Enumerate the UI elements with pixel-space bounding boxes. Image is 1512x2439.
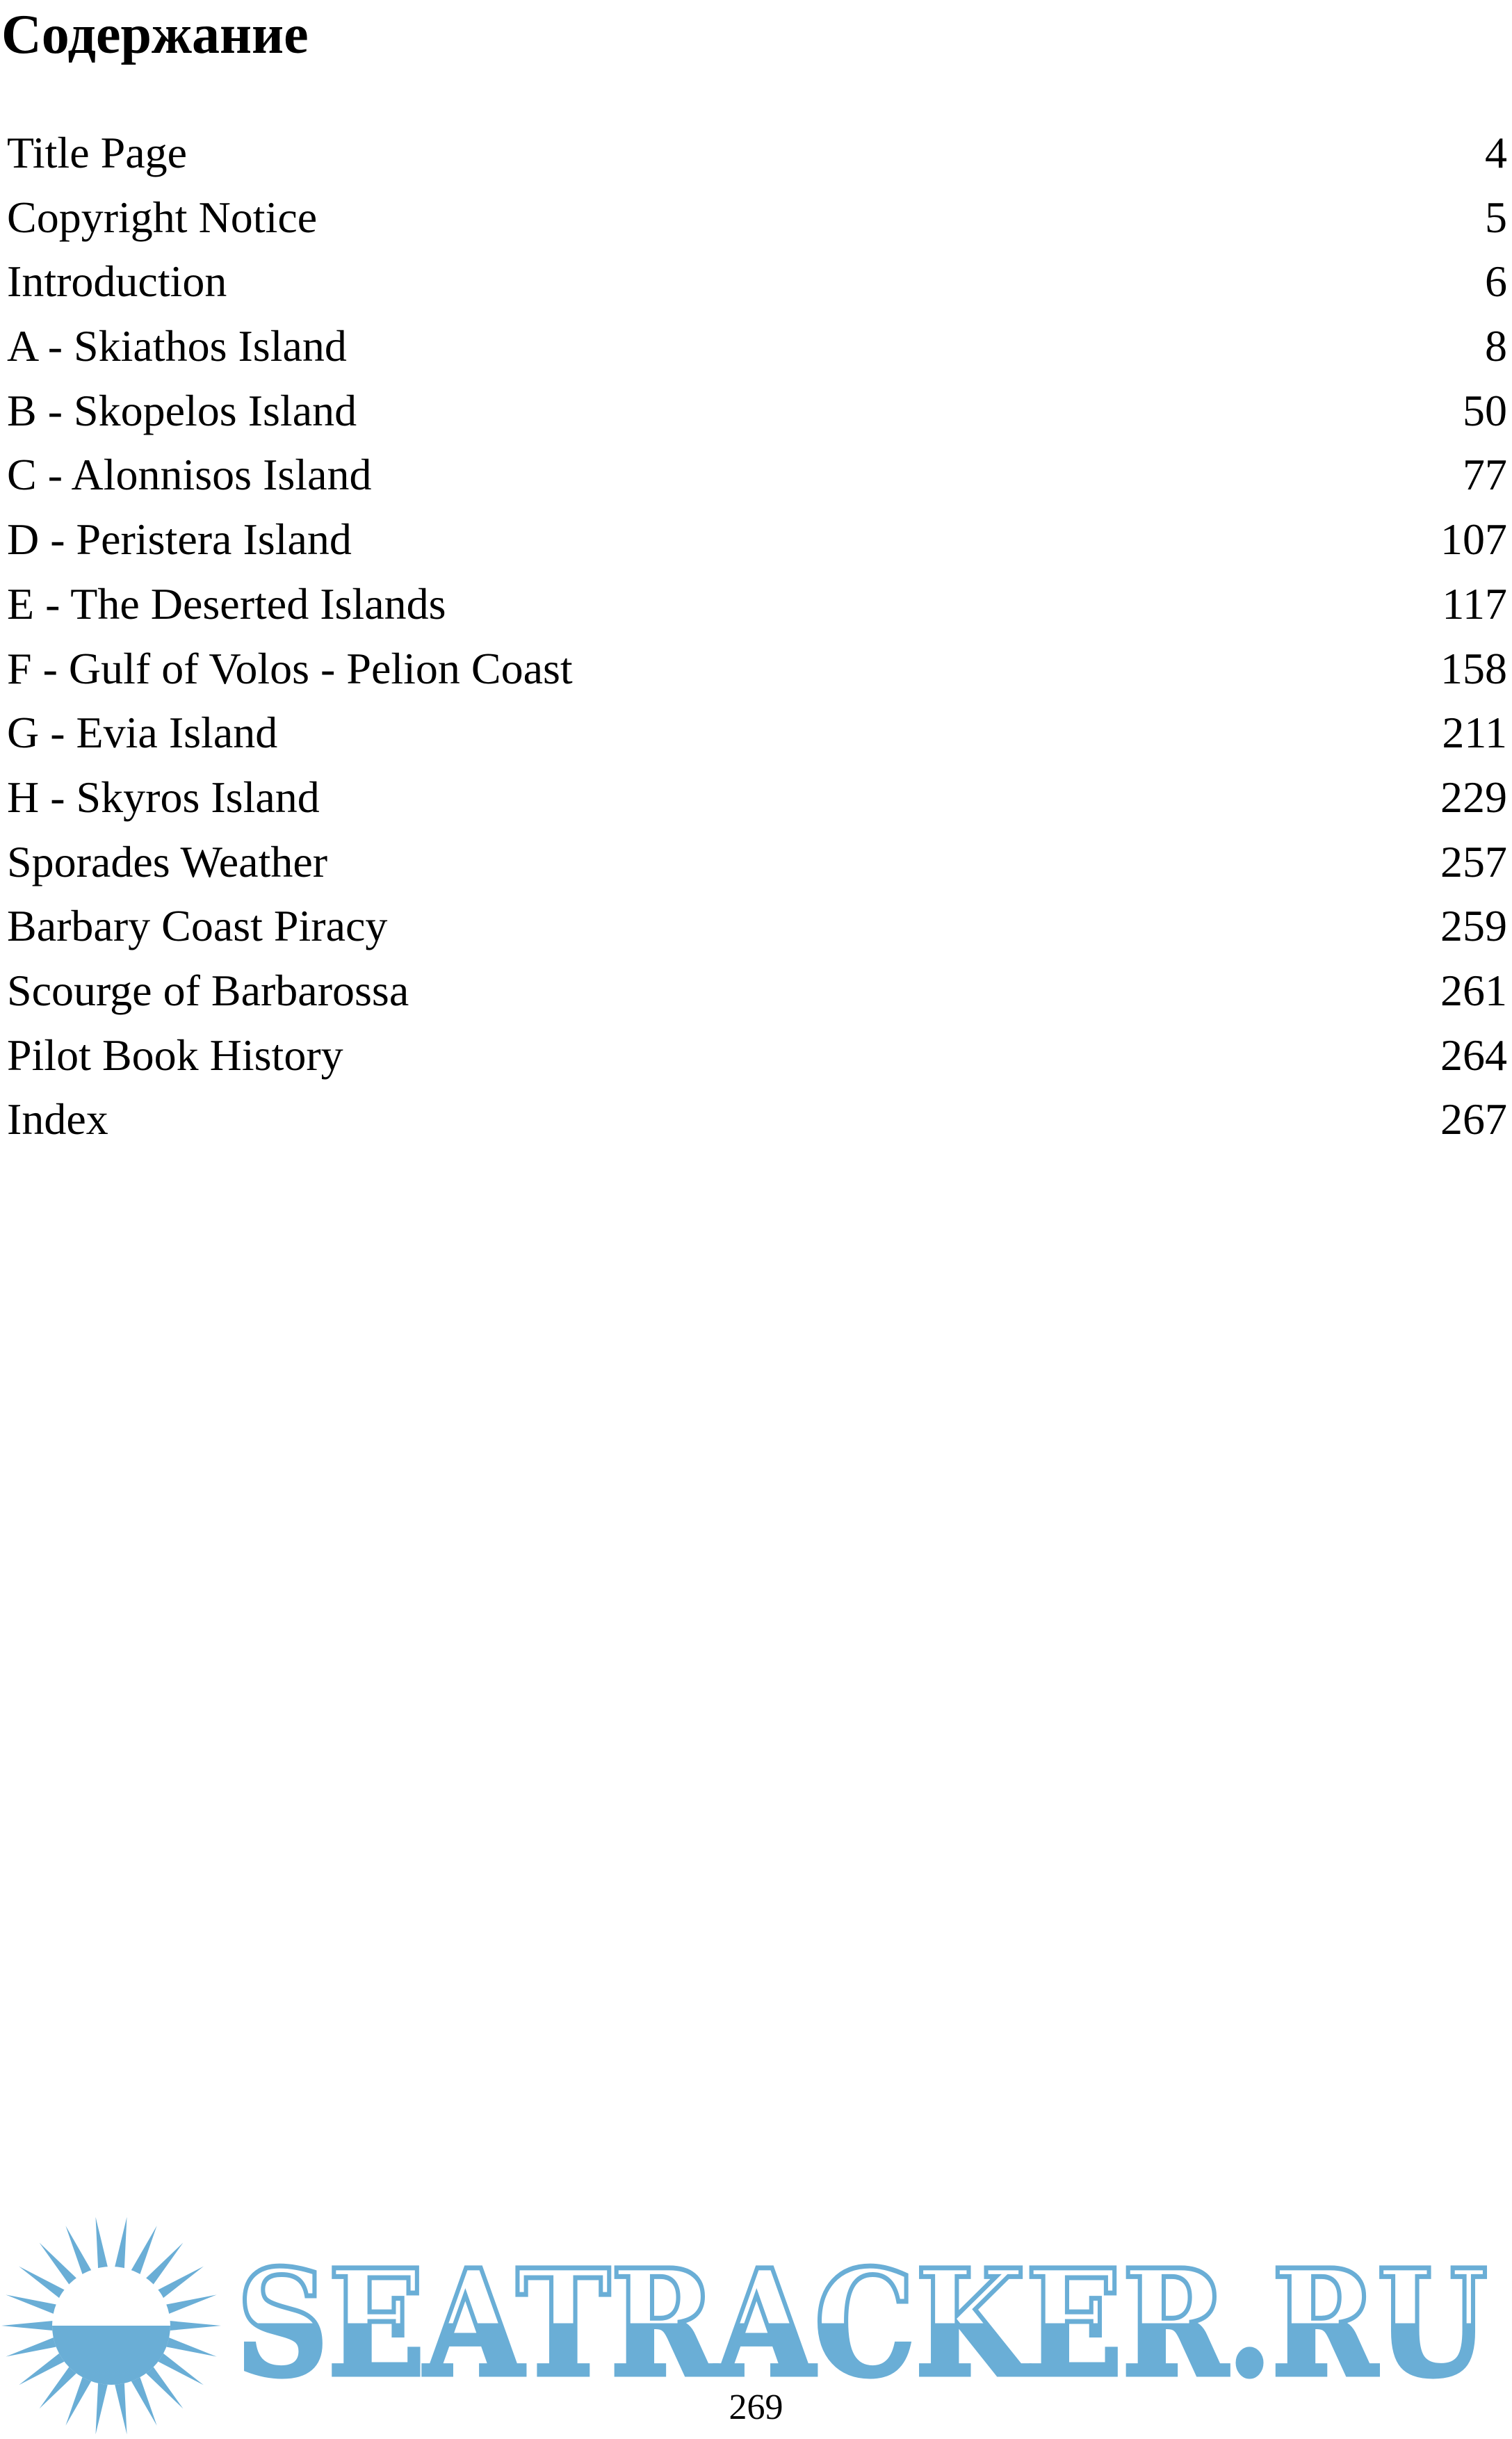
toc-entry[interactable] (7, 250, 1507, 314)
toc-entry-title: F - Gulf of Volos - Pelion Coast (7, 643, 573, 693)
toc-entry-page: 77 (1463, 450, 1507, 500)
toc-entry-title: Introduction (7, 257, 227, 307)
toc-entry-title: Index (7, 1094, 108, 1144)
toc-entry[interactable] (7, 894, 1507, 959)
toc-entry-title: Barbary Coast Piracy (7, 901, 388, 951)
toc-entry-page: 117 (1442, 578, 1507, 629)
toc-entry-page: 229 (1440, 772, 1507, 822)
toc-entry[interactable] (7, 443, 1507, 508)
toc-entry-title: Sporades Weather (7, 836, 328, 886)
toc-entry-page: 5 (1485, 192, 1507, 242)
toc-entry[interactable] (7, 379, 1507, 444)
toc-entry-title: Copyright Notice (7, 192, 318, 242)
toc-heading: Содержание (1, 4, 309, 65)
toc-entry[interactable] (7, 1087, 1507, 1152)
toc-entry[interactable] (7, 508, 1507, 572)
table-of-contents (7, 121, 1507, 1152)
toc-entry-title: Pilot Book History (7, 1030, 343, 1080)
toc-entry[interactable] (7, 1023, 1507, 1088)
page-number: 269 (729, 2388, 783, 2427)
toc-entry[interactable] (7, 765, 1507, 830)
toc-entry-title: Title Page (7, 128, 187, 177)
toc-entry[interactable] (7, 637, 1507, 702)
toc-entry-page: 4 (1485, 128, 1507, 177)
toc-entry-title: H - Skyros Island (7, 772, 320, 822)
toc-entry-title: A - Skiathos Island (7, 321, 347, 371)
toc-entry-page: 259 (1440, 901, 1507, 951)
toc-entry-page: 107 (1440, 514, 1507, 565)
toc-entry[interactable] (7, 572, 1507, 637)
toc-entry-page: 6 (1485, 257, 1507, 307)
toc-entry-page: 267 (1440, 1094, 1507, 1144)
toc-entry-title: C - Alonnisos Island (7, 450, 372, 500)
toc-entry-page: 211 (1442, 708, 1507, 758)
toc-entry-title: G - Evia Island (7, 708, 278, 758)
toc-entry-title: D - Peristera Island (7, 514, 352, 565)
toc-entry[interactable] (7, 314, 1507, 379)
toc-entry-page: 264 (1440, 1030, 1507, 1080)
toc-entry[interactable] (7, 959, 1507, 1023)
toc-entry-page: 261 (1440, 965, 1507, 1015)
toc-entry-title: Scourge of Barbarossa (7, 965, 409, 1015)
toc-entry[interactable] (7, 121, 1507, 186)
logo-wordmark: SEATRACKER.RU (236, 2237, 1488, 2409)
toc-entry-page: 8 (1485, 321, 1507, 371)
toc-entry-page: 257 (1440, 836, 1507, 886)
toc-entry[interactable] (7, 830, 1507, 895)
toc-entry-title: E - The Deserted Islands (7, 578, 446, 629)
toc-entry-title: B - Skopelos Island (7, 385, 357, 435)
toc-entry[interactable] (7, 701, 1507, 765)
toc-entry[interactable] (7, 186, 1507, 250)
toc-entry-page: 158 (1440, 643, 1507, 693)
toc-entry-page: 50 (1463, 385, 1507, 435)
